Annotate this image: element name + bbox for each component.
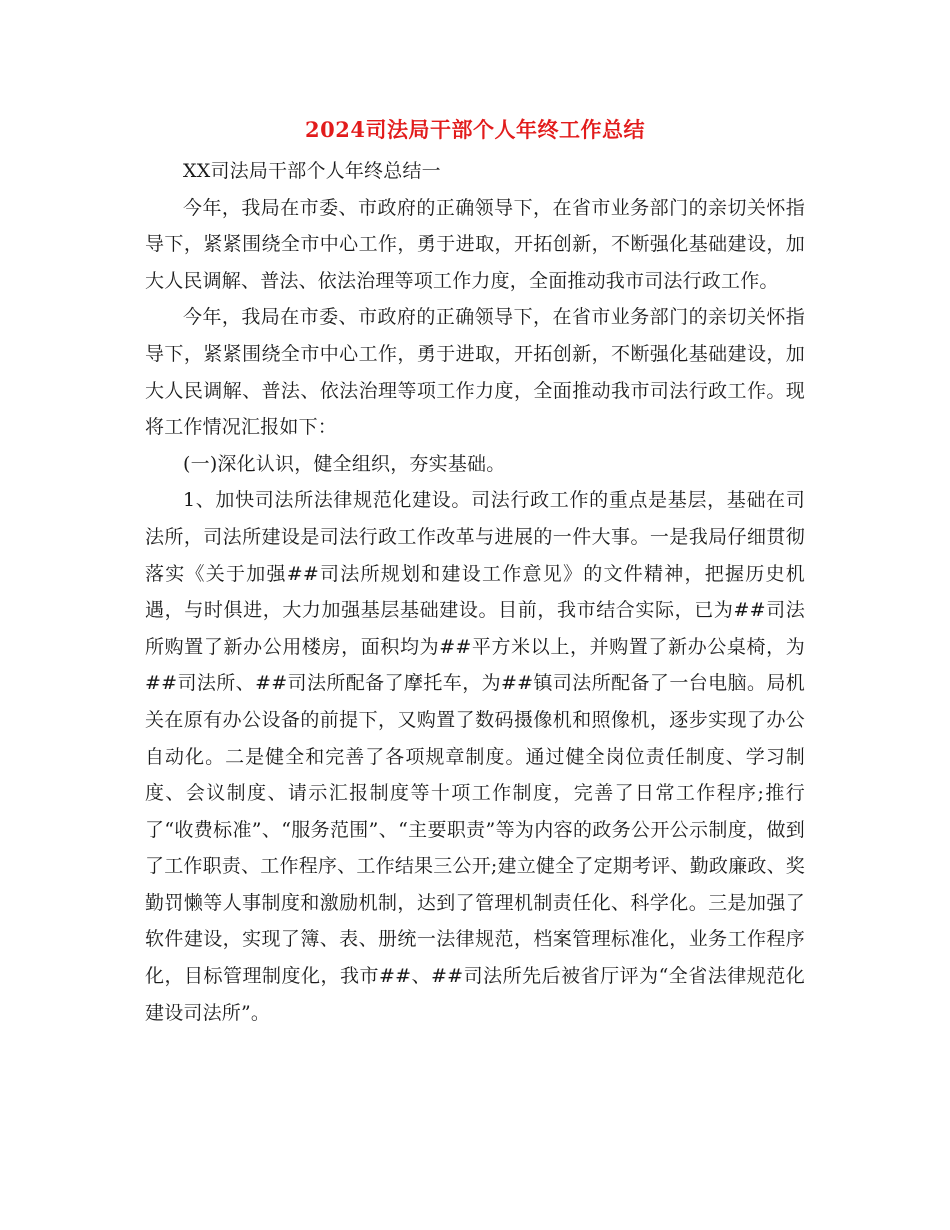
body-paragraph: 今年，我局在市委、市政府的正确领导下，在省市业务部门的亲切关怀指导下，紧紧围绕全市中心工作，勇于进取，开拓创新，不断强化基础建设，加大人民调解、普法、依法治理等项工作力度，全面推动我市司法行政工作。: [145, 196, 805, 292]
body-paragraph: 1、加快司法所法律规范化建设。司法行政工作的重点是基层，基础在司法所，司法所建设是司法行政工作改革与进展的一件大事。一是我局仔细贯彻落实《关于加强##司法所规划和建设工作意见》的文件精神，把握历史机遇，与时俱进，大力加强基层基础建设。目前，我市结合实际，已为##司法所购置了新办公用楼房，面积均为##平方米以上，并购置了新办公桌椅，为##司法所、##司法所配备了摩托车，为##镇司法所配备了一台电脑。局机关在原有办公设备的前提下，又购置了数码摄像机和照像机，逐步实现了办公自动化。二是健全和完善了各项规章制度。通过健全岗位责任制度、学习制度、会议制度、请示汇报制度等十项工作制度，完善了日常工作程序;推行了“收费标准”、“服务范围”、“主要职责”等为内容的政务公开公示制度，做到了工作职责、工作程序、工作结果三公开;建立健全了定期考评、勤政廉政、奖勤罚懒等人事制度和激励机制，达到了管理机制责任化、科学化。三是加强了软件建设，实现了簿、表、册统一法律规范，档案管理标准化，业务工作程序化，目标管理制度化，我市##、##司法所先后被省厅评为“全省法律规范化建设司法所”。: [145, 489, 805, 1024]
document-body: [145, 153, 805, 1031]
body-paragraph: 今年，我局在市委、市政府的正确领导下，在省市业务部门的亲切关怀指导下，紧紧围绕全市中心工作，勇于进取，开拓创新，不断强化基础建设，加大人民调解、普法、依法治理等项工作力度，全面推动我市司法行政工作。现将工作情况汇报如下：: [145, 306, 805, 439]
section-heading: (一)深化认识，健全组织，夯实基础。: [183, 452, 506, 475]
document-title: 2024司法局干部个人年终工作总结: [305, 117, 645, 142]
subtitle-paragraph: XX司法局干部个人年终总结一: [183, 160, 441, 182]
